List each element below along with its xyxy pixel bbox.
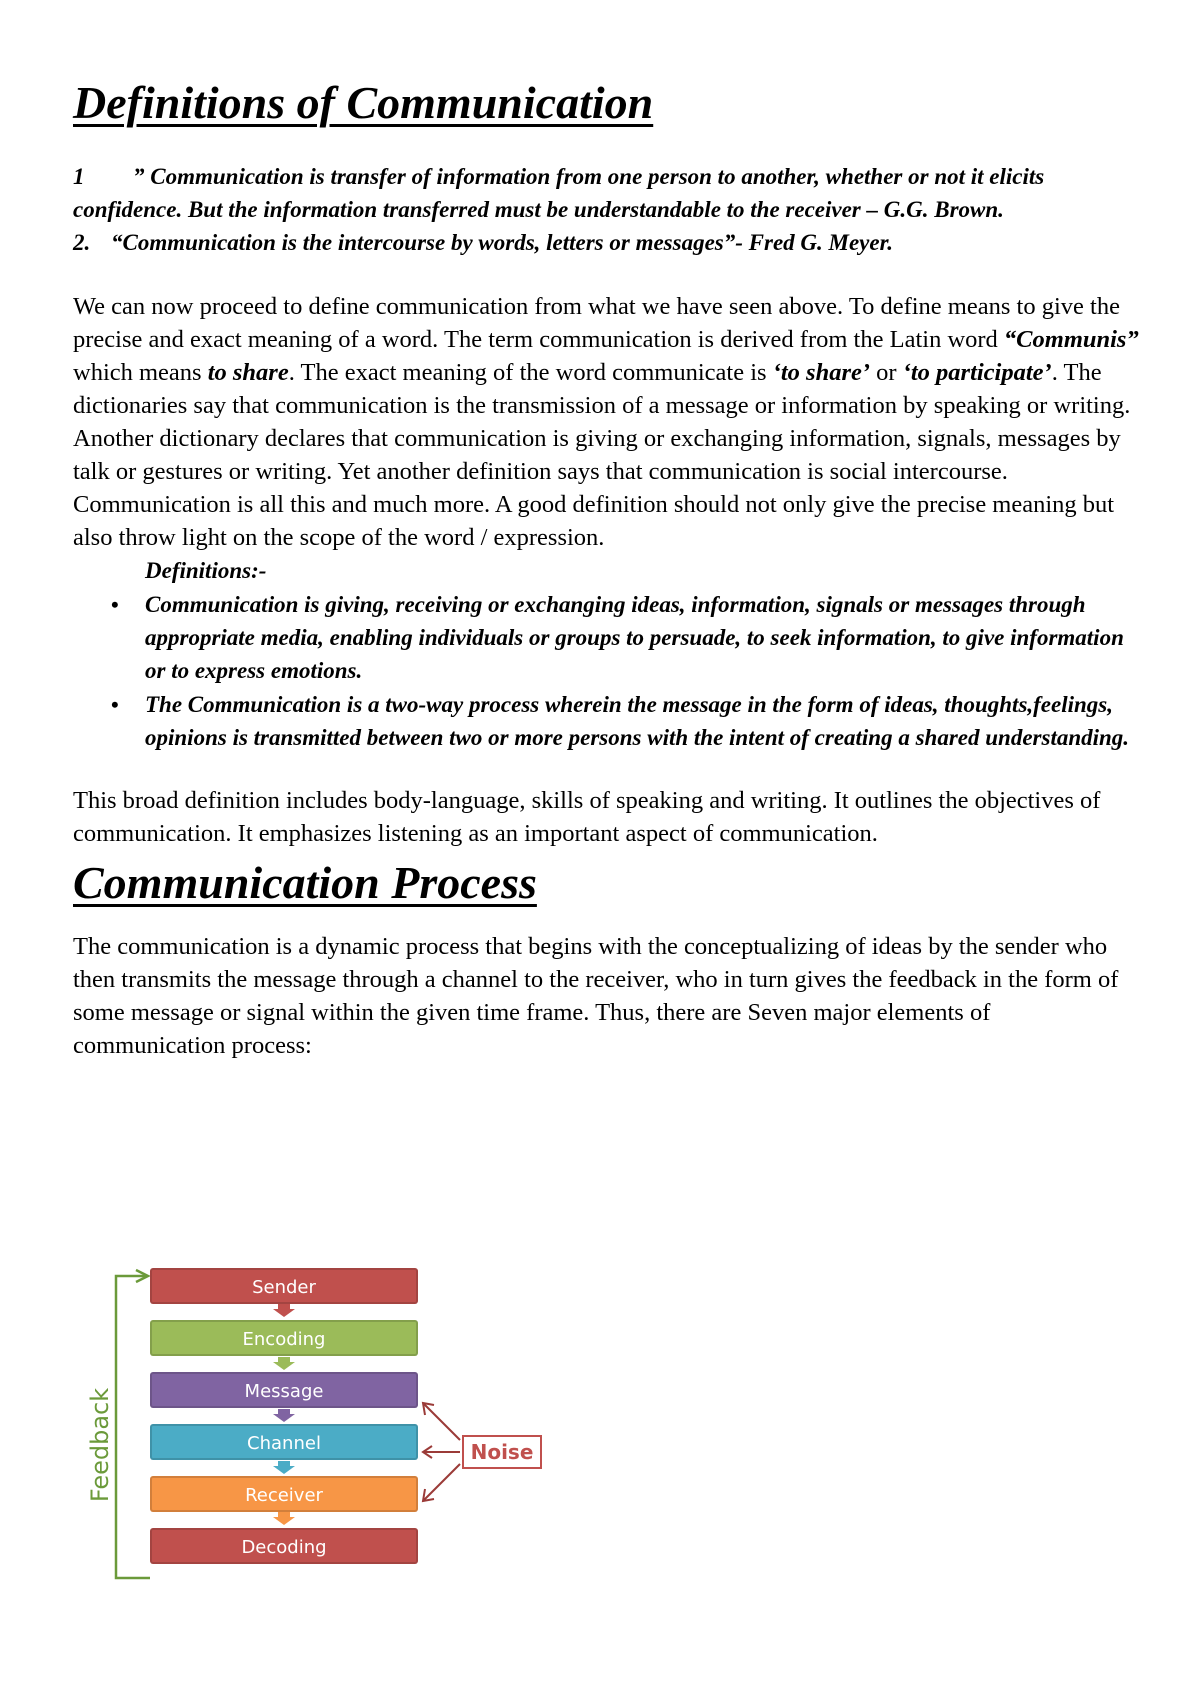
down-arrow-icon (273, 1409, 295, 1422)
bullet-icon: • (111, 592, 119, 617)
noise-arrow (424, 1404, 460, 1440)
document-body (73, 70, 1148, 1062)
quote-item (73, 226, 1148, 259)
section-heading-process: Communication Process (73, 857, 537, 908)
emphasis-to-share: to share (207, 359, 289, 386)
down-arrow-icon (273, 1357, 295, 1370)
step-decoding: Decoding (150, 1528, 418, 1564)
noise-label: Noise (462, 1435, 542, 1469)
list-item: • The Communication is a two-way process wherein the message in the form of ideas, thoughts,feelings, opinions is transmitted between two or more persons with the intent of creating a shared understanding. (73, 688, 1148, 754)
quote-text: ” Communication is transfer of information from one person to another, whether or not it elicits confidence. But the information transferred must be understandable to the receiver – G.G. Brown. (73, 164, 1045, 222)
definitions-label: Definitions:- (145, 558, 267, 583)
step-sender: Sender (150, 1268, 418, 1304)
quoted-definitions (73, 160, 1148, 259)
feedback-line (116, 1276, 150, 1578)
quote-number: 2. (73, 230, 91, 255)
step-message: Message (150, 1372, 418, 1408)
definitions-list (73, 588, 1148, 754)
broad-definition-paragraph: This broad definition includes body-language, skills of speaking and writing. It outlines the objectives of communication. It emphasizes listening as an important aspect of communication. (73, 787, 1101, 847)
quote-number: 1 (73, 164, 85, 189)
section-heading-definitions: Definitions of Communication (73, 77, 654, 128)
step-encoding: Encoding (150, 1320, 418, 1356)
noise-arrow (424, 1464, 460, 1500)
noise-arrows (423, 1403, 460, 1501)
list-item: • Communication is giving, receiving or exchanging ideas, information, signals or messages through appropriate media, enabling individuals or groups to persuade, to seek information, to give information or to express emotions. (73, 588, 1148, 687)
down-arrow-icon (273, 1461, 295, 1474)
communication-process-diagram (78, 1262, 558, 1592)
quote-item (73, 160, 1148, 226)
step-receiver: Receiver (150, 1476, 418, 1512)
emphasis-to-participate: ‘to participate’ (902, 359, 1052, 386)
intro-paragraph: We can now proceed to define communication from what we have seen above. To define means to give the precise and exact meaning of a word. The term communication is derived from the Latin word “Communis” which means to share. The exact meaning of the word communicate is ‘to share’ or ‘to participate’. The dictionaries say that communication is the transmission of a message or information by speaking or writing. Another dictionary declares that communication is giving or exchanging information, signals, messages by talk or gestures or writing. Yet another definition says that communication is social intercourse. Communication is all this and much more. A good definition should not only give the precise meaning but also throw light on the scope of the word / expression. (73, 293, 1139, 551)
process-paragraph: The communication is a dynamic process that begins with the conceptualizing of ideas by the sender who then transmits the message through a channel to the receiver, who in turn gives the feedback in the form of some message or signal within the given time frame. Thus, there are Seven major elements of communication process: (73, 933, 1119, 1059)
emphasis-to-share-quoted: ‘to share’ (772, 359, 871, 386)
bullet-icon: • (111, 692, 119, 717)
feedback-label: Feedback (86, 1387, 114, 1503)
emphasis-communis: “Communis” (1003, 326, 1139, 353)
quote-text: “Communication is the intercourse by words, letters or messages”- Fred G. Meyer. (111, 230, 894, 255)
step-channel: Channel (150, 1424, 418, 1460)
